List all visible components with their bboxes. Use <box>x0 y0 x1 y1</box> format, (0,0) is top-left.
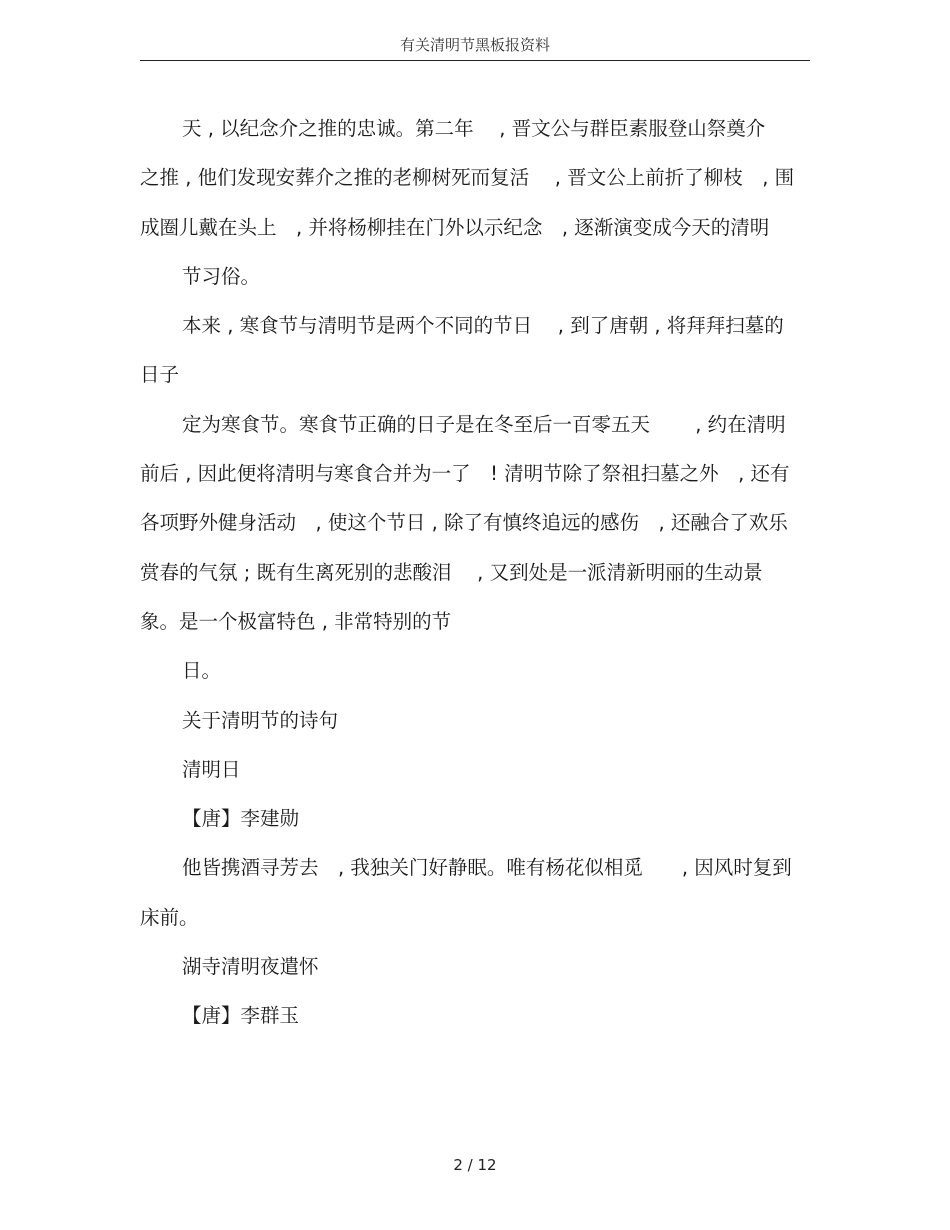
poem-line: 床前。 <box>140 905 199 929</box>
text-line: 日子 <box>140 363 180 387</box>
page-footer <box>0 1156 950 1174</box>
text-line: 成圈儿戴在头上 , 并将杨柳挂在门外以示纪念 , 逐渐演变成今天的清明 <box>140 215 770 239</box>
text-line: 象。是一个极富特色 , 非常特别的节 <box>140 609 452 633</box>
text-line: 前后 , 因此便将清明与寒食合并为一了 ! 清明节除了祭祖扫墓之外 , 还有 <box>140 462 790 486</box>
text-line: 各项野外健身活动 , 使这个节日 , 除了有慎终追远的感伤 , 还融合了欢乐 <box>140 511 788 535</box>
poem-line: 他皆携酒寻芳去 , 我独关门好静眠。唯有杨花似相觅 , 因风时复到 <box>182 856 792 880</box>
text-line: 之推 , 他们发现安葬介之推的老柳树死而复活 , 晋文公上前折了柳枝 , 围 <box>140 166 795 190</box>
text-line: 日。 <box>182 659 222 683</box>
page-header <box>140 34 810 61</box>
text-line: 赏春的气氛 ; 既有生离死别的悲酸泪 , 又到处是一派清新明丽的生动景 <box>140 560 763 584</box>
text-line: 天 , 以纪念介之推的忠诚。第二年 , 晋文公与群臣素服登山祭奠介 <box>182 117 766 140</box>
page-number: 2 / 12 <box>453 1156 497 1174</box>
document-body <box>140 104 810 1041</box>
poem-author: 【唐】李群玉 <box>182 1004 300 1028</box>
poem-author: 【唐】李建勋 <box>182 807 300 831</box>
poem-title: 湖寺清明夜遣怀 <box>182 955 319 979</box>
text-line: 本来 , 寒食节与清明节是两个不同的节日 , 到了唐朝 , 将拜拜扫墓的 <box>182 314 784 338</box>
poem-title: 清明日 <box>182 757 241 781</box>
text-line: 定为寒食节。寒食节正确的日子是在冬至后一百零五天 , 约在清明 <box>182 412 786 436</box>
document-title: 有关清明节黑板报资料 <box>399 36 550 54</box>
section-heading: 关于清明节的诗句 <box>182 708 339 732</box>
text-line: 节习俗。 <box>182 264 261 288</box>
